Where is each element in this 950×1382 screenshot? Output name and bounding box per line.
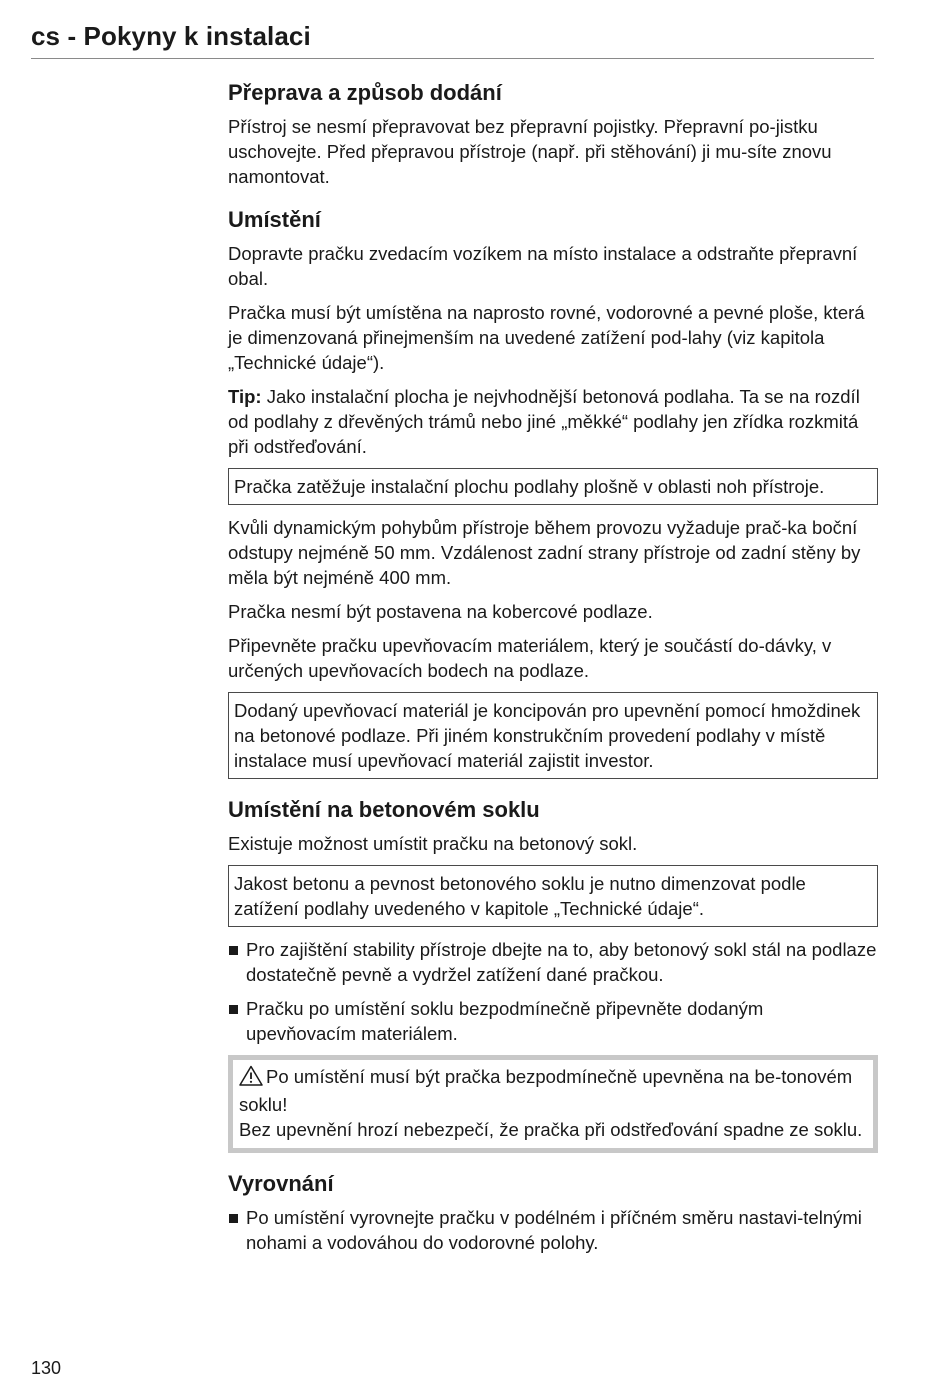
paragraph: Pračka nesmí být postavena na kobercové podlaze. [228, 601, 653, 622]
tip-text: Jako instalační plocha je nejvhodnější betonová podlaha. Ta se na rozdíl od podlahy z dřevěných trámů nebo jiné „měkké“ podlahy jen zřídka rozkmitá při odstřeďování. [228, 386, 860, 457]
paragraph: Připevněte pračku upevňovacím materiálem, který je součástí do-dávky, v určených upevňovacích bodech na podlaze. [228, 635, 832, 681]
warning-line [239, 1064, 867, 1117]
square-bullet-icon [229, 946, 238, 955]
warning-line: Bez upevnění hrozí nebezpečí, že pračka při odstřeďování spadne ze soklu. [239, 1119, 863, 1140]
main-content [228, 78, 878, 1264]
page-number: 130 [31, 1358, 62, 1378]
tip-paragraph [228, 384, 878, 459]
list-item [228, 996, 878, 1046]
section-heading-placement: Umístění [228, 207, 321, 232]
paragraph: Pračka musí být umístěna na naprosto rovné, vodorovné a pevné ploše, která je dimenzovaná přinejmenším na uvedené zatížení pod-lahy (viz kapitola „Technické údaje“). [228, 302, 865, 373]
note-box: Pračka zatěžuje instalační plochu podlahy plošně v oblasti noh přístroje. [228, 468, 878, 505]
paragraph: Existuje možnost umístit pračku na betonový sokl. [228, 833, 638, 854]
note-box: Jakost betonu a pevnost betonového soklu je nutno dimenzovat podle zatížení podlahy uvedeného v kapitole „Technické údaje“. [228, 865, 878, 927]
page-header [31, 20, 874, 59]
paragraph: Dopravte pračku zvedacím vozíkem na místo instalace a odstraňte přepravní obal. [228, 243, 858, 289]
bullet-list [228, 1205, 878, 1255]
section-heading-base: Umístění na betonovém soklu [228, 797, 540, 822]
bullet-list [228, 937, 878, 1046]
warning-box [228, 1055, 878, 1153]
tip-label: Tip: [228, 386, 262, 407]
section-heading-transport: Přeprava a způsob dodání [228, 80, 502, 105]
page-title: cs - Pokyny k instalaci [31, 21, 311, 51]
list-item [228, 1205, 878, 1255]
note-box: Dodaný upevňovací materiál je koncipován pro upevnění pomocí hmoždinek na betonové podlaze. Při jiném konstrukčním provedení podlahy v místě instalace musí upevňovací materiál zajistit investor. [228, 692, 878, 779]
list-item-text: Pro zajištění stability přístroje dbejte na to, aby betonový sokl stál na podlaze dostatečně pevně a vydržel zatížení dané pračkou. [246, 939, 877, 985]
square-bullet-icon [229, 1005, 238, 1014]
section-heading-leveling: Vyrovnání [228, 1171, 334, 1196]
paragraph: Kvůli dynamickým pohybům přístroje během provozu vyžaduje prač-ka boční odstupy nejméně 50 mm. Vzdálenost zadní strany přístroje od zadní stěny by měla být nejméně 400 mm. [228, 517, 861, 588]
warning-text: Po umístění musí být pračka bezpodmínečně upevněna na be-tonovém soklu! [239, 1066, 853, 1115]
list-item [228, 937, 878, 987]
paragraph: Přístroj se nesmí přepravovat bez přepravní pojistky. Přepravní po-jistku uschovejte. Před přepravou přístroje (např. při stěhování) ji mu-síte znovu namontovat. [228, 116, 832, 187]
square-bullet-icon [229, 1214, 238, 1223]
list-item-text: Po umístění vyrovnejte pračku v podélném i příčném směru nastavi-telnými nohami a vodováhou do vodorovné polohy. [246, 1207, 862, 1253]
warning-triangle-icon [239, 1065, 263, 1092]
list-item-text: Pračku po umístění soklu bezpodmínečně připevněte dodaným upevňovacím materiálem. [246, 998, 764, 1044]
